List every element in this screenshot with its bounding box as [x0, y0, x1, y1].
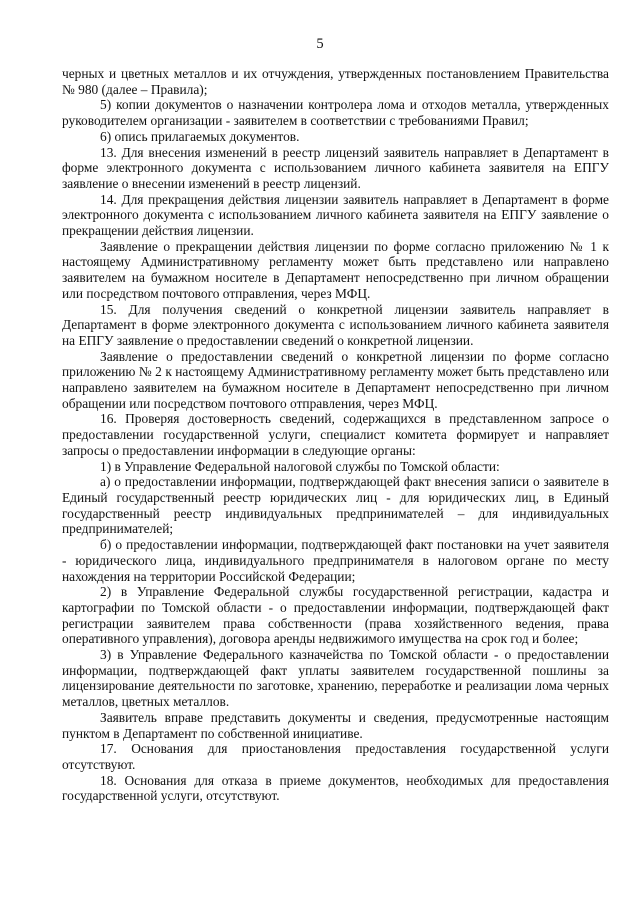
paragraph: 16. Проверяя достоверность сведений, содержащихся в представленном запросе о предоставлении государственной услуги, специалист комитета формирует и направляет запросы о предоставлении информации в следующие органы: [62, 411, 609, 458]
paragraph: а) о предоставлении информации, подтверждающей факт внесения записи о заявителе в Единый государственный реестр юридических лиц - для юридических лиц, в Единый государственный реестр индивидуальных предпринимателей – для индивидуальных предпринимателей; [62, 474, 609, 537]
paragraph: черных и цветных металлов и их отчуждения, утвержденных постановлением Правительства № 980 (далее – Правила); [62, 66, 609, 97]
paragraph: 3) в Управление Федерального казначейства по Томской области - о предоставлении информации, подтверждающей факт уплаты заявителем государственной пошлины за лицензирование деятельности по заготовке, хранению, переработке и реализации лома черных металлов, цветных металлов. [62, 647, 609, 710]
paragraph: 5) копии документов о назначении контролера лома и отходов металла, утвержденных руководителем организации - заявителем в соответствии с требованиями Правил; [62, 97, 609, 129]
paragraph: 18. Основания для отказа в приеме документов, необходимых для предоставления государственной услуги, отсутствуют. [62, 772, 609, 804]
page-number: 5 [316, 36, 324, 52]
paragraph: Заявление о прекращении действия лицензии по форме согласно приложению № 1 к настоящему Административному регламенту может быть представлено или направлено заявителем на бумажном носителе в Департамент непосредственно при личном обращении или посредством почтового отправления, через МФЦ. [62, 238, 609, 301]
paragraph: 1) в Управление Федеральной налоговой службы по Томской области: [100, 458, 500, 474]
paragraph: Заявление о предоставлении сведений о конкретной лицензии по форме согласно приложению № 2 к настоящему Административному регламенту может быть представлено или направлено заявителем на бумажном носителе в Департамент непосредственно при личном обращении или посредством почтового отправления, через МФЦ. [62, 348, 609, 411]
paragraph: 14. Для прекращения действия лицензии заявитель направляет в Департамент в форме электронного документа с использованием личного кабинета заявителя на ЕПГУ заявление о прекращении действия лицензии. [62, 191, 609, 239]
paragraph: Заявитель вправе представить документы и сведения, предусмотренные настоящим пунктом в Департамент по собственной инициативе. [62, 709, 609, 741]
paragraph: б) о предоставлении информации, подтверждающей факт постановки на учет заявителя - юридического лица, индивидуального предпринимателя в налоговом органе по месту нахождения на территории Российской Федерации; [62, 537, 609, 584]
paragraph: 15. Для получения сведений о конкретной лицензии заявитель направляет в Департамент в форме электронного документа с использованием личного кабинета заявителя на ЕПГУ заявление о предоставлении сведений о конкретной лицензии. [62, 301, 609, 348]
paragraph: 13. Для внесения изменений в реестр лицензий заявитель направляет в Департамент в форме электронного документа с использованием личного кабинета заявителя на ЕПГУ заявление о внесении изменений в реестр лицензий. [62, 144, 609, 191]
paragraph: 17. Основания для приостановления предоставления государственной услуги отсутствуют. [62, 741, 609, 772]
body-text [62, 66, 609, 804]
paragraph: 6) опись прилагаемых документов. [100, 128, 300, 144]
paragraph: 2) в Управление Федеральной службы государственной регистрации, кадастра и картографии по Томской области - о предоставлении информации, подтверждающей факт регистрации заявителем права собственности (права хозяйственного ведения, права оперативного управления), договора аренды недвижимого имущества на срок год и более; [62, 584, 609, 647]
